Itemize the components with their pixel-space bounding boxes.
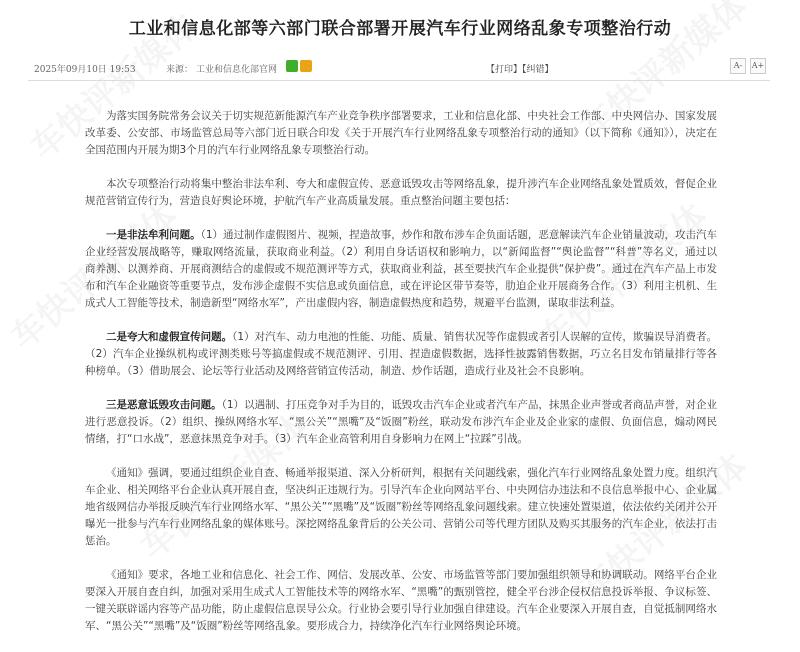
paragraph-text: 本次专项整治行动将集中整治非法牟利、夸大和虚假宣传、恶意诋毁攻击等网络乱象，提升涉汽车企业网络乱象处置质效，督促企业规范营销宣传行为，营造良好舆论环境，护航汽车产业高质量发展。重点整治问题主要包括： (85, 178, 717, 207)
correct-button[interactable]: 【纠错】 (522, 65, 554, 75)
article-body (85, 108, 717, 652)
paragraph (85, 227, 717, 312)
weibo-share-icon[interactable] (300, 60, 312, 72)
paragraph (85, 329, 717, 380)
paragraph-text: （1）对汽车、动力电池的性能、功能、质量、销售状况等作虚假或者引人误解的宣传，欺骗误导消费者。（2）汽车企业操纵机构或评测类账号等搞虚假或不规范测评、引用、捏造虚假数据，选择性披露销售数据，巧立名目发布销量排行等各种榜单。（3）借助展会、论坛等行业活动及网络营销宣传活动，制造、炒作话题，造成行业及社会不良影响。 (85, 331, 717, 377)
source-label: 来源： (166, 65, 194, 75)
paragraph (85, 397, 717, 448)
paragraph-lead: 三是恶意诋毁攻击问题。 (106, 399, 222, 411)
paragraph-text: 《通知》强调，要通过组织企业自查、畅通举报渠道、深入分析研判，根据有关问题线索，强化汽车行业网络乱象处置力度。组织汽车企业、相关网络平台企业认真开展自查，坚决纠正违规行为。引导汽车企业向网站平台、中央网信办违法和不良信息举报中心、企业属地省级网信办举报反映汽车行业网络水军、“黑公关”“黑嘴”及“饭圈”粉丝等网络乱象问题线索。建立快速处置渠道，依法依约关闭并公开曝光一批参与汽车行业网络乱象的媒体账号。深挖网络乱象背后的公关公司、营销公司等代理方团队及购买其服务的汽车企业，依法打击惩治。 (85, 467, 717, 547)
font-decrease-button[interactable]: A- (730, 58, 746, 74)
wechat-share-icon[interactable] (286, 60, 298, 72)
paragraph-lead: 二是夸大和虚假宣传问题。 (106, 331, 233, 343)
paragraph (85, 465, 717, 550)
article-title: 工业和信息化部等六部门联合部署开展汽车行业网络乱象专项整治行动 (128, 19, 672, 39)
paragraph (85, 176, 717, 210)
paragraph-text: 为落实国务院常务会议关于切实规范新能源汽车产业竞争秩序部署要求，工业和信息化部、中央社会工作部、中央网信办、国家发展改革委、公安部、市场监管总局等六部门近日联合印发《关于开展汽车行业网络乱象专项整治行动的通知》（以下简称《通知》），决定在全国范围内开展为期3个月的汽车行业网络乱象专项整治行动。 (85, 110, 717, 156)
print-button[interactable]: 【打印】 (486, 65, 523, 75)
publish-date: 2025年09月10日 19:53 (34, 65, 136, 75)
paragraph-text: （1）以遇制、打压竞争对手为目的，诋毁攻击汽车企业或者汽车产品，抹黑企业声誉或者商品声誉，对企业进行恶意投诉。（2）组织、操纵网络水军、“黑公关”“黑嘴”及“饭圈”粉丝，联动发布涉汽车企业及企业家的虚假、负面信息，煽动网民情绪，打“口水战”，恶意抹黑竞争对手。（3）汽车企业高管利用自身影响力在网上“拉踩”引战。 (85, 399, 717, 445)
article-actions (486, 62, 554, 75)
source-name: 工业和信息化部官网 (196, 65, 278, 75)
paragraph-lead: 一是非法牟利问题。 (106, 229, 201, 241)
paragraph-text: （1）通过制作虚假图片、视频，捏造故事，炒作和散布涉车企负面话题，恶意解读汽车企业销量波动，攻击汽车企业经营发展战略等，赚取网络流量，获取商业利益。（2）利用自身话语权和影响力，以“新闻监督”“舆论监督”“科普”等名义，通过以商养测、以测养商、开展商测结合的虚假或不规范测评等方式，获取商业利益，甚至要挟汽车企业提供“保护费”。通过在汽车产品上市发布和汽车企业融资等重要节点，发布涉企虚假不实信息或负面信息，或在评论区带节奏等，肋迫企业开展商务合作。（3）利用主机机、生成式人工智能等技术，制造新型“网络水军”，产出虚假内容，制造虚假热度和趋势，规避平台监测，谋取非法利益。 (85, 229, 717, 309)
paragraph (85, 567, 717, 635)
paragraph (85, 108, 717, 159)
font-increase-button[interactable]: A+ (750, 58, 766, 74)
article-meta-bar (28, 58, 770, 81)
paragraph-text: 《通知》要求，各地工业和信息化、社会工作、网信、发展改革、公安、市场监管等部门要加强组织领导和协调联动。网络平台企业要深入开展自查自纠，加强对采用生成式人工智能技术等的网络水军、“黑嘴”的甄别管控，健全平台涉企侵权信息投诉举报、争议标签、一键关联辟谣内容等产品功能，防止虚假信息误导公众。行业协会要引导行业加强自律建设。汽车企业要深入开展自查，自觉抵制网络水军、“黑公关”“黑嘴”及“饭圈”粉丝等网络乱象。要形成合力，持续净化汽车行业网络舆论环境。 (85, 569, 717, 632)
